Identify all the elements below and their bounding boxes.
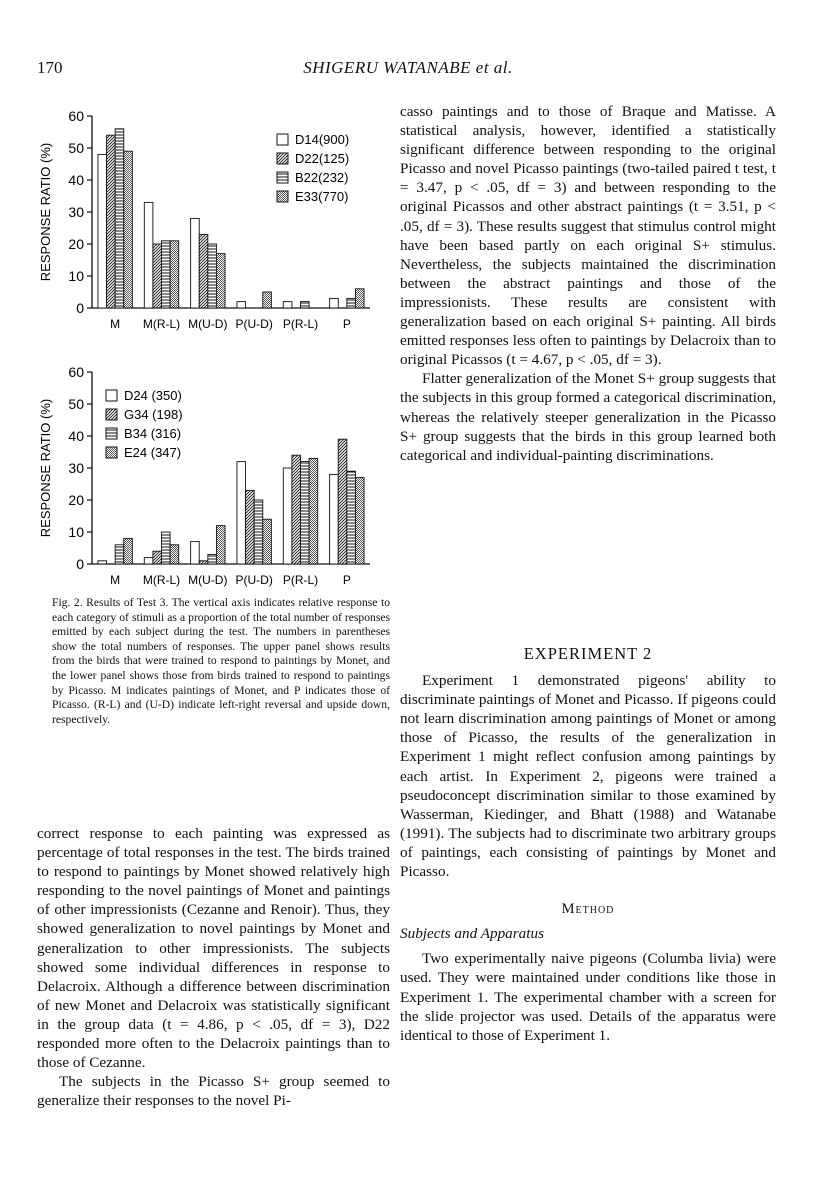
y-tick-label: 10 — [68, 524, 84, 540]
y-axis-label: RESPONSE RATIO (%) — [38, 142, 53, 282]
bar — [338, 439, 347, 564]
legend-swatch — [106, 447, 117, 458]
x-tick-label: P(R-L) — [282, 317, 319, 331]
x-tick-label: M(U-D) — [188, 317, 228, 331]
right-column-lower — [400, 644, 776, 1045]
bar — [144, 202, 153, 308]
y-tick-label: 50 — [68, 396, 84, 412]
y-tick-label: 40 — [68, 172, 84, 188]
bar — [292, 455, 301, 564]
y-tick-label: 20 — [68, 236, 84, 252]
bar — [98, 561, 107, 564]
y-tick-label: 50 — [68, 140, 84, 156]
bar — [124, 151, 133, 308]
legend-label: G34 (198) — [124, 407, 183, 422]
bar — [254, 500, 263, 564]
x-tick-label: M — [110, 573, 121, 587]
bar — [330, 298, 339, 308]
bar — [347, 298, 356, 308]
legend-swatch — [106, 390, 117, 401]
x-tick-label: P(R-L) — [282, 573, 319, 587]
paragraph: Experiment 1 demonstrated pigeons' ability to discriminate paintings of Monet and Picasso. If pigeons could not learn discrimination among paintings of Monet or among those of Picasso, the results of the generalization in Experiment 1 might reflect confusion among paintings by each artist. In Experiment 2, pigeons were trained a pseudoconcept discrimination similar to those examined by Wasserman, Kiedinger, and Bhatt (1988) and Watanabe (1991). The subjects had to discriminate two arbitrary groups of paintings, each consisting of paintings by Monet and Picasso. — [400, 672, 776, 881]
x-tick-label: M(U-D) — [188, 573, 228, 587]
bar — [355, 478, 364, 564]
x-tick-label: M(R-L) — [142, 573, 181, 587]
paragraph: correct response to each painting was expressed as percentage of total responses in the test. The birds trained to respond to paintings by Monet showed relatively high responding to the novel paintings of Monet and paintings of other impressionists (Cezanne and Renoir). Thus, they showed generalization to novel paintings by Monet and generalization to other impressionists. The subjects showed some individual differences in response to Delacroix. Although a difference between discrimination of new Monet and Delacroix was statistically significant in the group data (t = 4.86, p < .05, df = 3), D22 responded more often to the Delacroix paintings than to those of Cezanne. — [37, 825, 390, 1072]
legend-label: E33(770) — [295, 189, 349, 204]
bar — [301, 462, 310, 564]
bar — [199, 234, 208, 308]
bar — [124, 538, 133, 564]
legend-swatch — [277, 134, 288, 145]
bar — [216, 254, 225, 308]
bar — [237, 302, 246, 308]
bar — [283, 468, 292, 564]
y-tick-label: 30 — [68, 204, 84, 220]
bar — [199, 561, 208, 564]
bar — [237, 462, 246, 564]
paragraph: The subjects in the Picasso S+ group seemed to generalize their responses to the novel Pi- — [37, 1073, 390, 1110]
sub-subsection-heading: Subjects and Apparatus — [400, 925, 544, 943]
bar — [153, 244, 162, 308]
y-tick-label: 0 — [76, 556, 84, 572]
paragraph: Flatter generalization of the Monet S+ group suggests that the subjects in this group formed a categorical discrimination, whereas the relatively steeper generalization in the Picasso S+ group suggests that the birds in this group learned both categorical and individual-painting discriminations. — [400, 370, 776, 464]
x-tick-label: M — [110, 317, 121, 331]
paragraph: Two experimentally naive pigeons (Columba livia) were used. They were maintained under conditions like those in Experiment 1. The experimental chamber with a screen for the slide projector was used. Details of the apparatus were identical to those of Experiment 1. — [400, 950, 776, 1044]
bar — [170, 241, 179, 308]
legend-label: E24 (347) — [124, 445, 182, 460]
bar — [153, 551, 162, 564]
bar — [107, 135, 116, 308]
bar — [162, 532, 171, 564]
bar — [283, 302, 292, 308]
x-tick-label: P — [342, 573, 351, 587]
bar — [191, 218, 200, 308]
x-tick-label: M(R-L) — [142, 317, 181, 331]
x-tick-label: P — [342, 317, 351, 331]
x-tick-label: P(U-D) — [235, 317, 273, 331]
bar — [301, 302, 310, 308]
y-tick-label: 40 — [68, 428, 84, 444]
bar — [144, 558, 153, 564]
bar — [208, 554, 217, 564]
bar — [98, 154, 107, 308]
bar — [347, 471, 356, 564]
legend-label: B34 (316) — [124, 426, 182, 441]
chart-monet-group — [30, 104, 390, 334]
bar — [216, 526, 225, 564]
legend-swatch — [277, 172, 288, 183]
bar — [162, 241, 171, 308]
bar — [263, 519, 272, 564]
bar — [309, 458, 318, 564]
legend-label: D14(900) — [295, 132, 350, 147]
chart-picasso-group — [30, 360, 390, 590]
legend-swatch — [277, 191, 288, 202]
bar — [208, 244, 217, 308]
running-head: SHIGERU WATANABE et al. — [303, 58, 513, 77]
legend-swatch — [277, 153, 288, 164]
legend-label: D24 (350) — [124, 388, 182, 403]
bar — [355, 289, 364, 308]
legend-swatch — [106, 428, 117, 439]
y-tick-label: 0 — [76, 300, 84, 316]
y-tick-label: 60 — [68, 108, 84, 124]
section-heading: EXPERIMENT 2 — [523, 644, 653, 663]
y-tick-label: 30 — [68, 460, 84, 476]
y-tick-label: 10 — [68, 268, 84, 284]
subsection-heading: Method — [561, 901, 615, 918]
figure-caption: Fig. 2. Results of Test 3. The vertical axis indicates relative response to each category of stimuli as a proportion of the total number of responses emitted by each subject during the test. The numbers in parentheses show the total numbers of responses. The upper panel shows results from the birds that were trained to respond to paintings by Monet, and the lower panel shows those from birds trained to respond to paintings by Picasso. M indicates paintings of Monet, and P indicates those of Picasso. (R-L) and (U-D) indicate left-right reversal and upside down, respectively. — [52, 596, 390, 726]
right-column-upper — [400, 102, 776, 465]
y-tick-label: 20 — [68, 492, 84, 508]
bar — [191, 542, 200, 564]
legend-swatch — [106, 409, 117, 420]
y-tick-label: 60 — [68, 364, 84, 380]
y-axis-label: RESPONSE RATIO (%) — [38, 398, 53, 538]
left-column — [37, 824, 390, 1110]
bar — [170, 545, 179, 564]
bar — [246, 490, 255, 564]
bar — [263, 292, 272, 308]
page-number: 170 — [37, 58, 63, 77]
legend-label: B22(232) — [295, 170, 349, 185]
paragraph: casso paintings and to those of Braque and Matisse. A statistical analysis, however, identified a statistically significant difference between responding to the original Picasso and novel Picasso paintings (two-tailed paired t test, t = 3.47, p < .05, df = 3) and between responding to the original Picassos and other abstract paintings (t = 3.51, p < .05, df = 3). These results suggest that stimulus control might have been based partly on each original S+ stimulus. Nevertheless, the subjects maintained the discrimination between the abstract paintings and those of the impressionists. These results are consistent with generalization based on each original S+ painting. All birds emitted responses less often to paintings by Delacroix than to original Picassos (t = 4.67, p < .05, df = 3). — [400, 103, 776, 369]
x-tick-label: P(U-D) — [235, 573, 273, 587]
bar — [330, 474, 339, 564]
bar — [115, 129, 124, 308]
bar — [115, 545, 124, 564]
legend-label: D22(125) — [295, 151, 350, 166]
